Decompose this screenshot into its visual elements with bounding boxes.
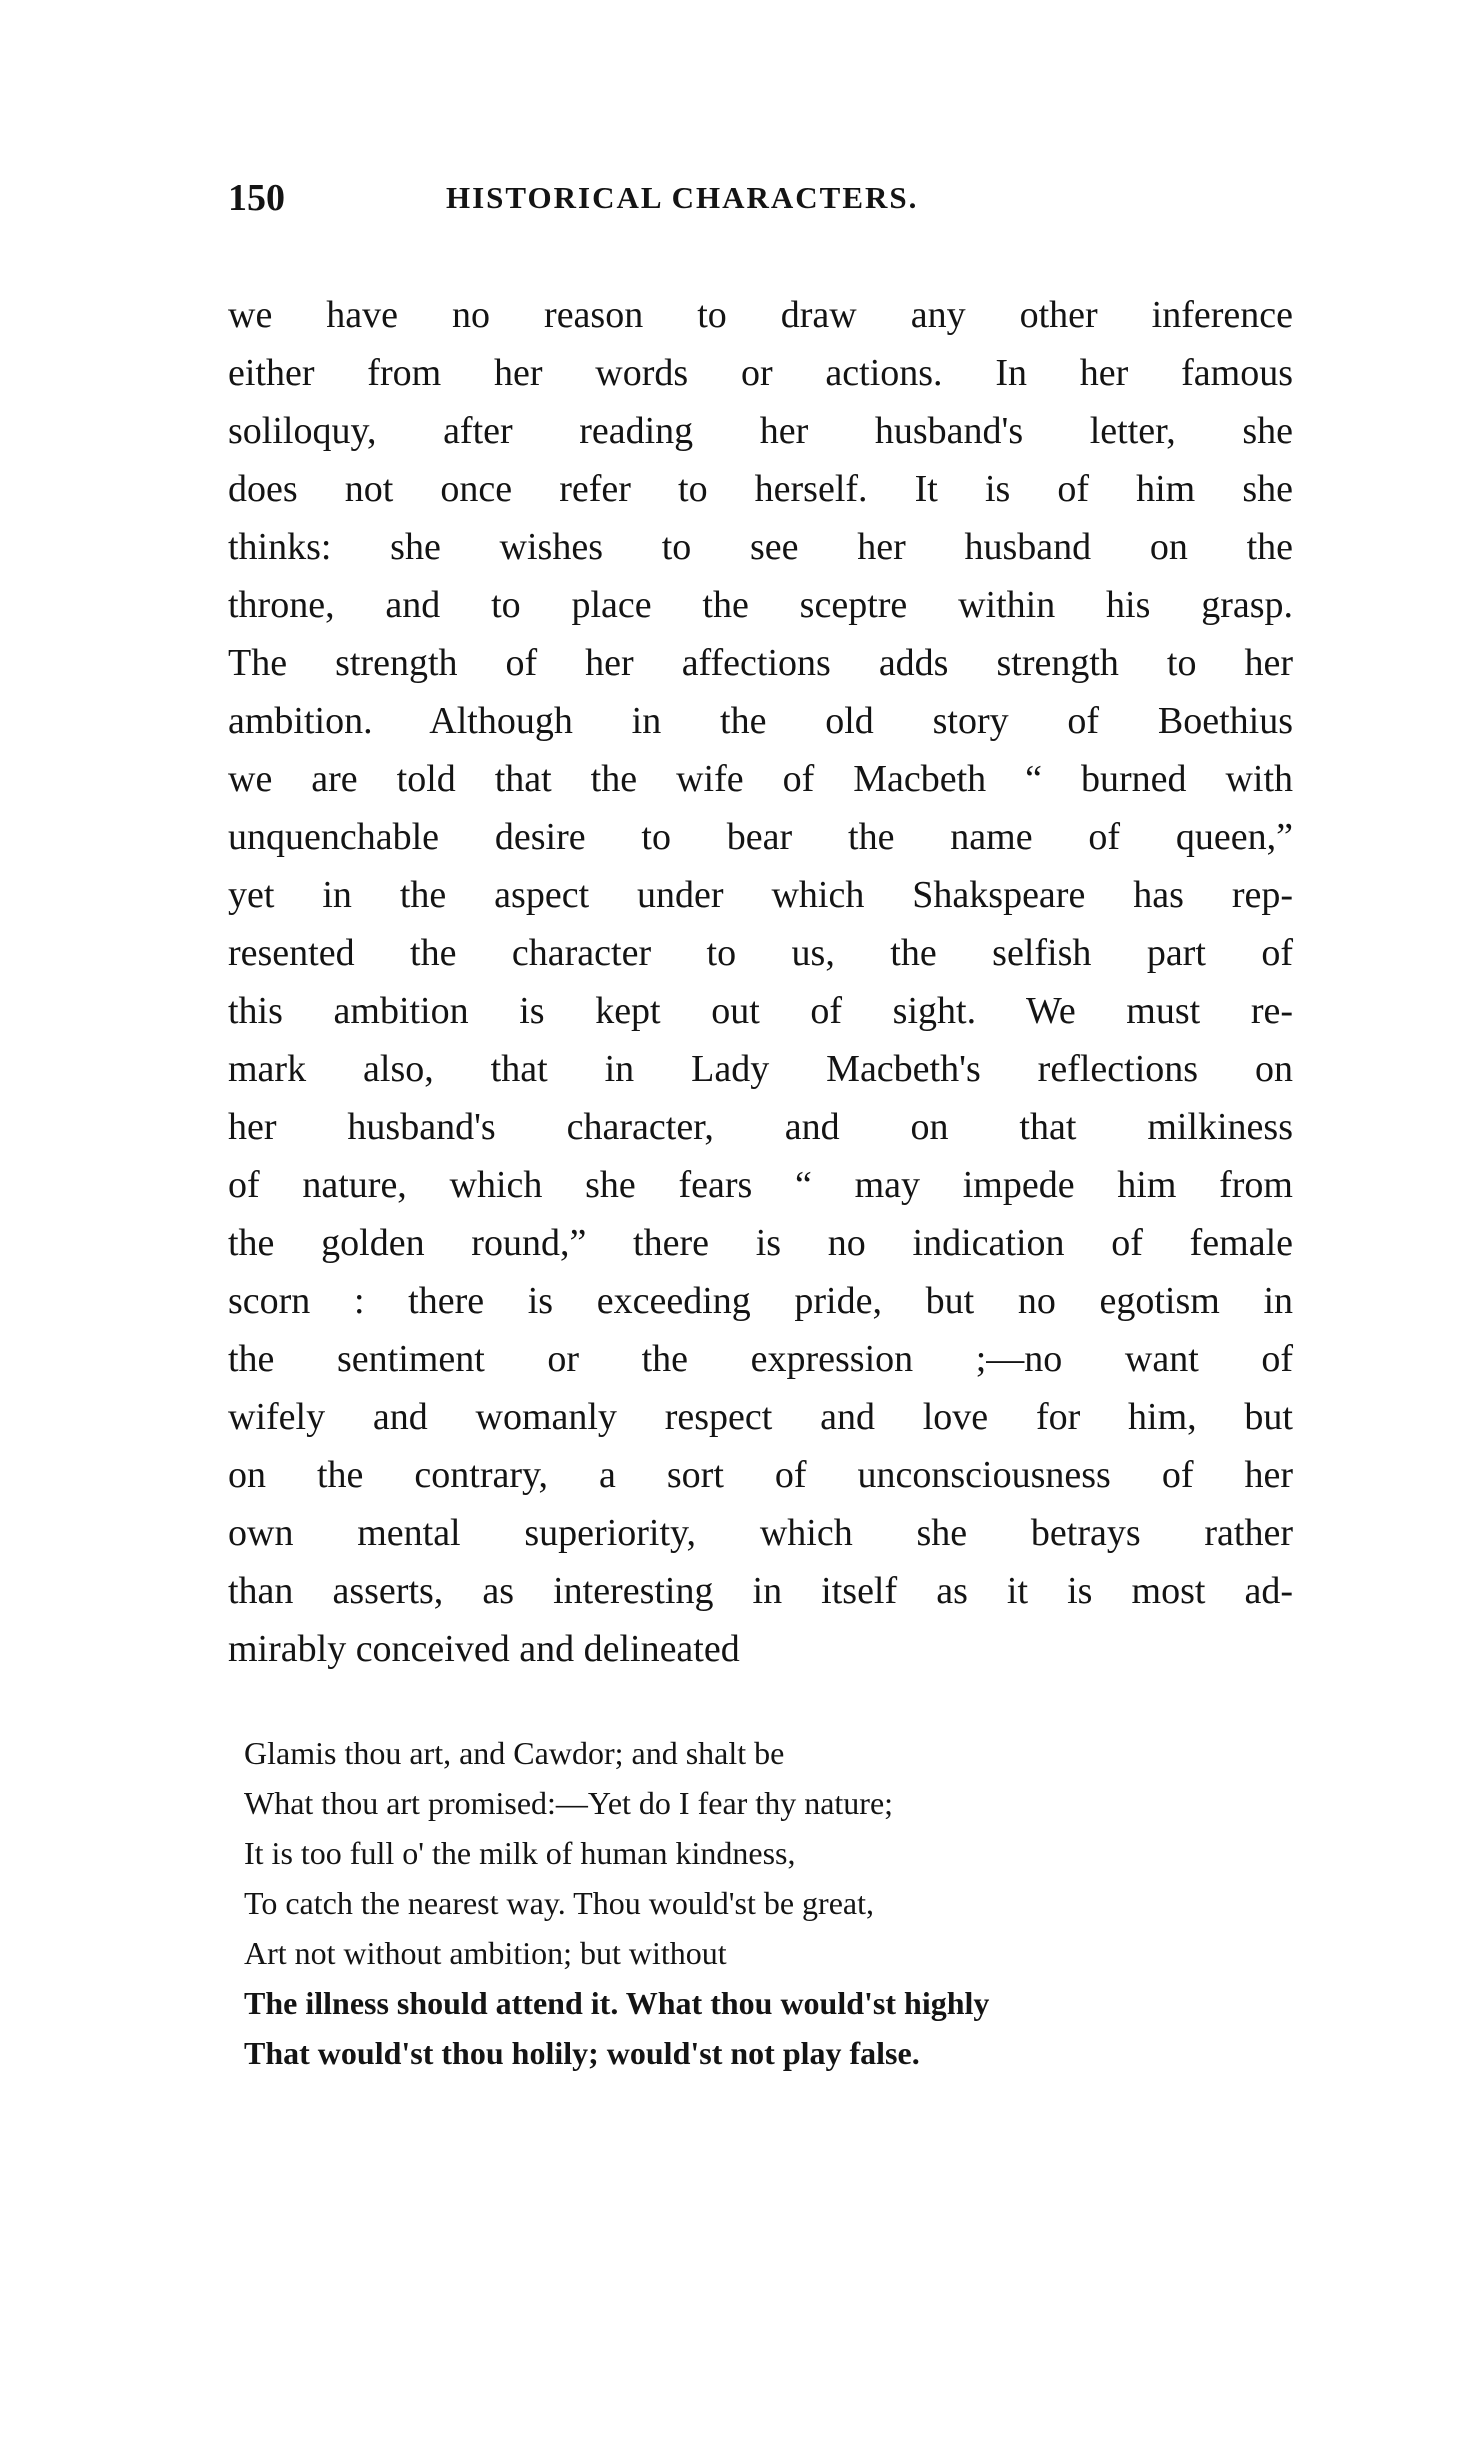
paragraph-line: resented the character to us, the selfish part of <box>228 932 1293 974</box>
paragraph-line: throne, and to place the sceptre within his grasp. <box>228 584 1293 626</box>
verse-quotation <box>244 1728 1204 2078</box>
verse-line: What thou art promised:—Yet do I fear thy nature; <box>244 1785 894 1821</box>
page-number: 150 <box>228 177 285 219</box>
paragraph-line: than asserts, as interesting in itself as it is most ad- <box>228 1570 1293 1612</box>
paragraph-line: either from her words or actions. In her famous <box>228 352 1293 394</box>
paragraph-line: this ambition is kept out of sight. We must re- <box>228 990 1293 1032</box>
paragraph-line: mirably conceived and delineated <box>228 1628 740 1670</box>
verse-line: It is too full o' the milk of human kindness, <box>244 1835 796 1871</box>
paragraph-line: mark also, that in Lady Macbeth's reflections on <box>228 1048 1293 1090</box>
paragraph-line: thinks: she wishes to see her husband on the <box>228 526 1293 568</box>
paragraph-line: wifely and womanly respect and love for him, but <box>228 1396 1293 1438</box>
paragraph-line: her husband's character, and on that milkiness <box>228 1106 1293 1148</box>
paragraph-line: of nature, which she fears “ may impede him from <box>228 1164 1293 1206</box>
page-header <box>228 176 1293 226</box>
paragraph-line: scorn : there is exceeding pride, but no egotism in <box>228 1280 1293 1322</box>
verse-line: The illness should attend it. What thou would'st highly <box>244 1985 990 2021</box>
paragraph-line: The strength of her affections adds strength to her <box>228 642 1293 684</box>
verse-line: To catch the nearest way. Thou would'st be great, <box>244 1885 874 1921</box>
paragraph-line: soliloquy, after reading her husband's letter, she <box>228 410 1293 452</box>
paragraph-line: ambition. Although in the old story of Boethius <box>228 700 1293 742</box>
paragraph-line: own mental superiority, which she betrays rather <box>228 1512 1293 1554</box>
running-title: HISTORICAL CHARACTERS. <box>446 180 919 215</box>
paragraph-line: on the contrary, a sort of unconsciousness of her <box>228 1454 1293 1496</box>
body-paragraph <box>228 286 1293 1678</box>
verse-line: Glamis thou art, and Cawdor; and shalt be <box>244 1735 785 1771</box>
paragraph-line: the golden round,” there is no indication of female <box>228 1222 1293 1264</box>
paragraph-line: the sentiment or the expression ;—no want of <box>228 1338 1293 1380</box>
verse-line: That would'st thou holily; would'st not play false. <box>244 2035 920 2071</box>
paragraph-line: we are told that the wife of Macbeth “ burned with <box>228 758 1293 800</box>
verse-line: Art not without ambition; but without <box>244 1935 727 1971</box>
paragraph-line: yet in the aspect under which Shakspeare has rep- <box>228 874 1293 916</box>
paragraph-line: does not once refer to herself. It is of him she <box>228 468 1293 510</box>
paragraph-line: unquenchable desire to bear the name of queen,” <box>228 816 1293 858</box>
paragraph-line: we have no reason to draw any other inference <box>228 294 1293 336</box>
